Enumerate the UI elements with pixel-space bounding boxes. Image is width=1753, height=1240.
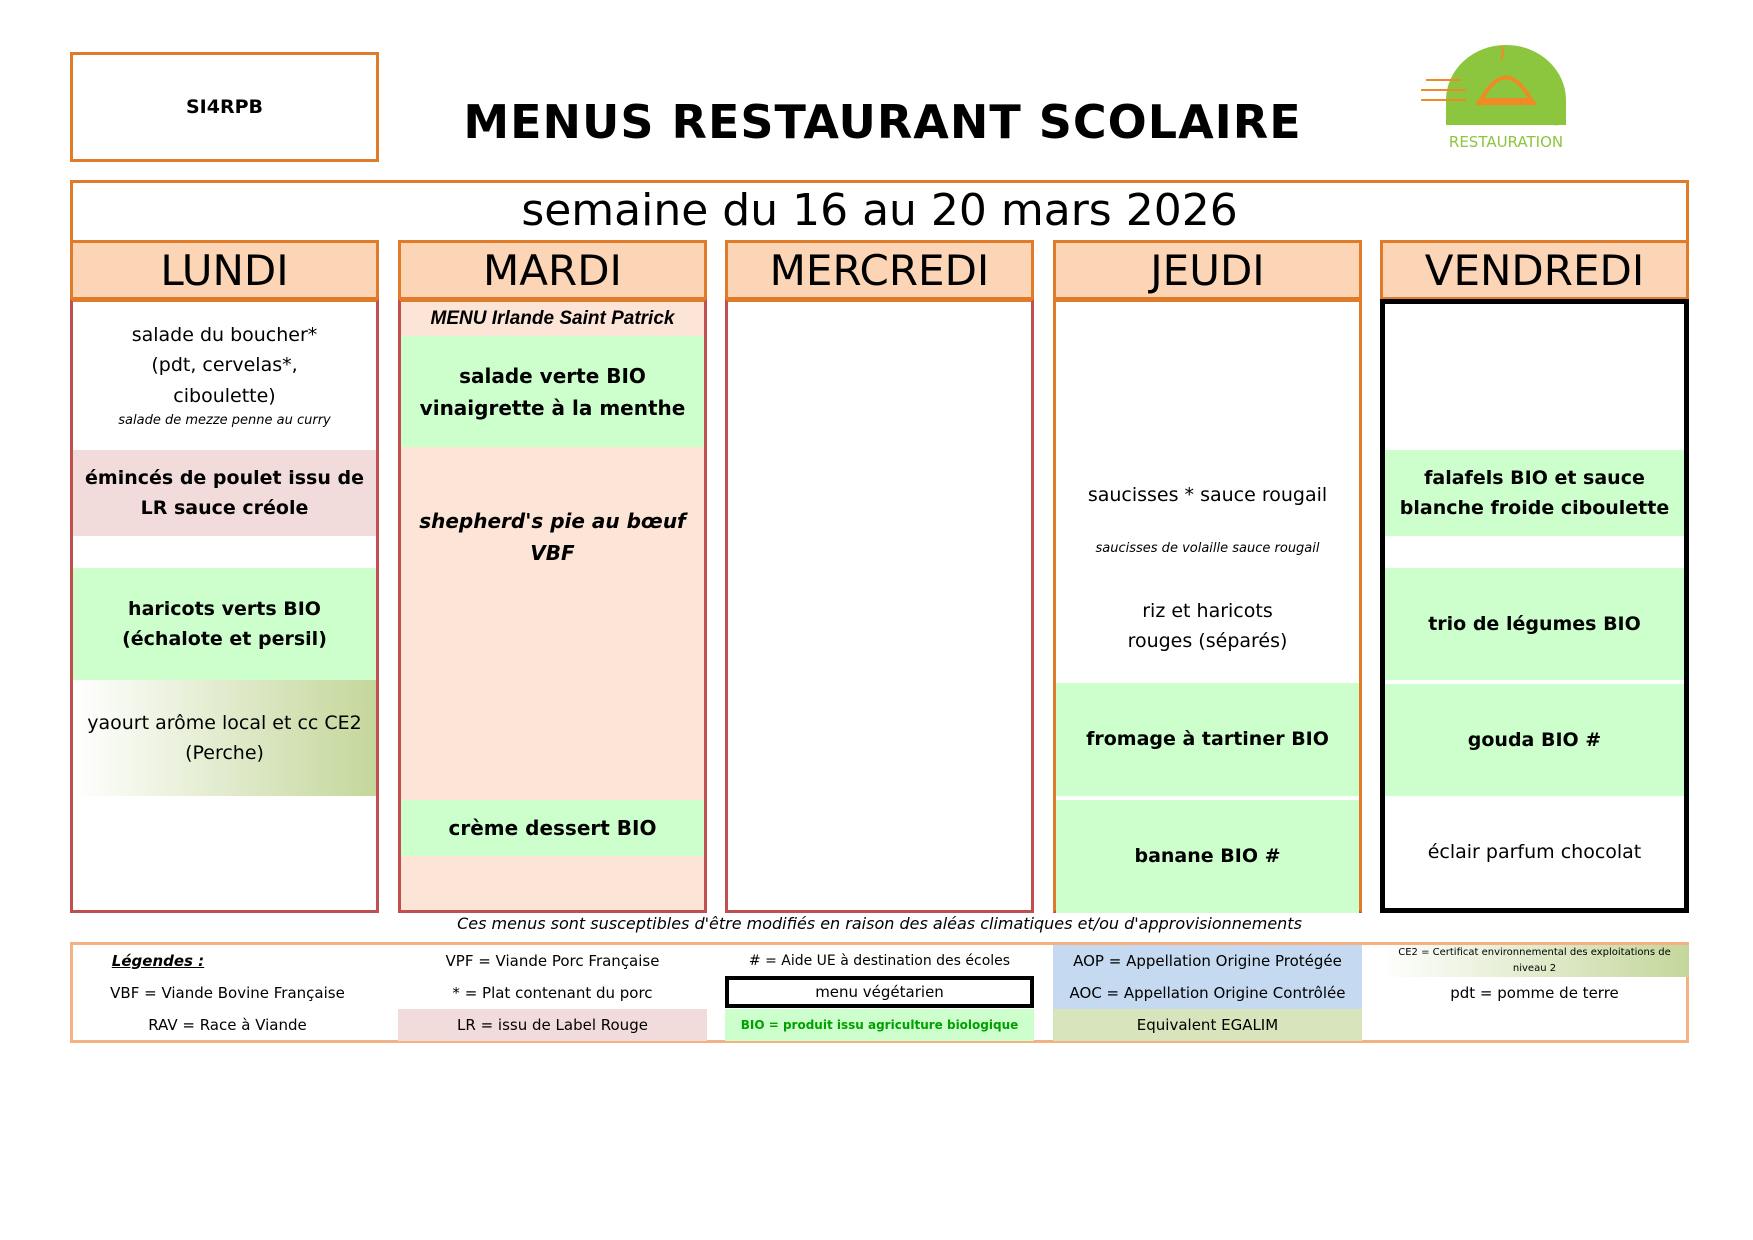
entree-text: salade du boucher* (pdt, cervelas*, ciboulette)	[131, 324, 318, 407]
legend-vpf: VPF = Viande Porc Française	[445, 952, 660, 970]
week-title: semaine du 16 au 20 mars 2026	[521, 184, 1238, 236]
menu-legume: haricots verts BIO (échalote et persil)	[73, 568, 376, 680]
menu-plat: émincés de poulet issu de LR sauce créole	[73, 450, 376, 536]
legend-ce2: CE2 = Certificat environnemental des exploitations de niveau 2	[1380, 945, 1689, 977]
page-title: MENUS RESTAURANT SCOLAIRE	[463, 95, 1302, 149]
day-column-lundi	[70, 299, 379, 913]
day-header-mercredi: MERCREDI	[725, 240, 1034, 300]
menu-dessert: banane BIO #	[1056, 800, 1359, 913]
day-column-jeudi	[1053, 299, 1362, 913]
legend-vbf: VBF = Viande Bovine Française	[110, 984, 345, 1002]
menu-theme: MENU Irlande Saint Patrick	[430, 307, 675, 329]
day-header-lundi: LUNDI	[70, 240, 379, 300]
entree-alt-text: salade de mezze penne au curry	[118, 413, 331, 429]
legend-pdt: pdt = pomme de terre	[1450, 984, 1619, 1002]
day-column-mardi	[398, 299, 707, 913]
organization-name: SI4RPB	[185, 96, 263, 118]
logo-line1: YVELINES	[1448, 103, 1564, 131]
legend-egalim: Equivalent EGALIM	[1053, 1009, 1362, 1041]
day-header-vendredi: VENDREDI	[1380, 240, 1689, 300]
organization-box	[70, 52, 379, 162]
menu-dessert: éclair parfum chocolat	[1427, 840, 1642, 863]
menu-fromage: gouda BIO #	[1385, 684, 1684, 796]
legend-box	[70, 942, 1689, 1043]
day-column-mercredi	[725, 299, 1034, 913]
menu-legume: riz et haricots rouges (séparés)	[1127, 599, 1288, 652]
legend-lr: LR = issu de Label Rouge	[398, 1009, 707, 1041]
disclaimer: Ces menus sont susceptibles d'être modifiés en raison des aléas climatiques et/ou d'approvisionnements	[457, 914, 1302, 933]
menu-plat: shepherd's pie au bœuf VBF	[419, 509, 686, 565]
menu-dessert: yaourt arôme local et cc CE2 (Perche)	[73, 680, 376, 796]
day-column-vendredi	[1380, 299, 1689, 913]
legend-hash: # = Aide UE à destination des écoles	[748, 953, 1011, 969]
legend-aop: AOP = Appellation Origine Protégée	[1053, 945, 1362, 977]
logo-line2: RESTAURATION	[1448, 133, 1564, 151]
menu-legume: trio de légumes BIO	[1385, 568, 1684, 680]
legend-vegetarian: menu végétarien	[725, 976, 1034, 1008]
day-header-jeudi: JEUDI	[1053, 240, 1362, 300]
legend-star: * = Plat contenant du porc	[452, 984, 653, 1002]
menu-entree: salade verte BIO vinaigrette à la menthe	[401, 336, 704, 447]
legend-bio: BIO = produit issu agriculture biologique	[725, 1009, 1034, 1041]
yvelines-restauration-logo	[1421, 45, 1573, 155]
menu-plat: saucisses * sauce rougail	[1087, 483, 1328, 506]
legend-title: Légendes :	[111, 952, 205, 970]
menu-plat: falafels BIO et sauce blanche froide ciboulette	[1385, 450, 1684, 536]
legend-aoc: AOC = Appellation Origine Contrôlée	[1053, 977, 1362, 1009]
menu-dessert: crème dessert BIO	[401, 800, 704, 856]
menu-fromage: fromage à tartiner BIO	[1056, 683, 1359, 796]
menu-plat-alt: saucisses de volaille sauce rougail	[1095, 540, 1320, 556]
day-header-mardi: MARDI	[398, 240, 707, 300]
menu-entree	[73, 302, 376, 450]
legend-rav: RAV = Race à Viande	[148, 1016, 307, 1034]
